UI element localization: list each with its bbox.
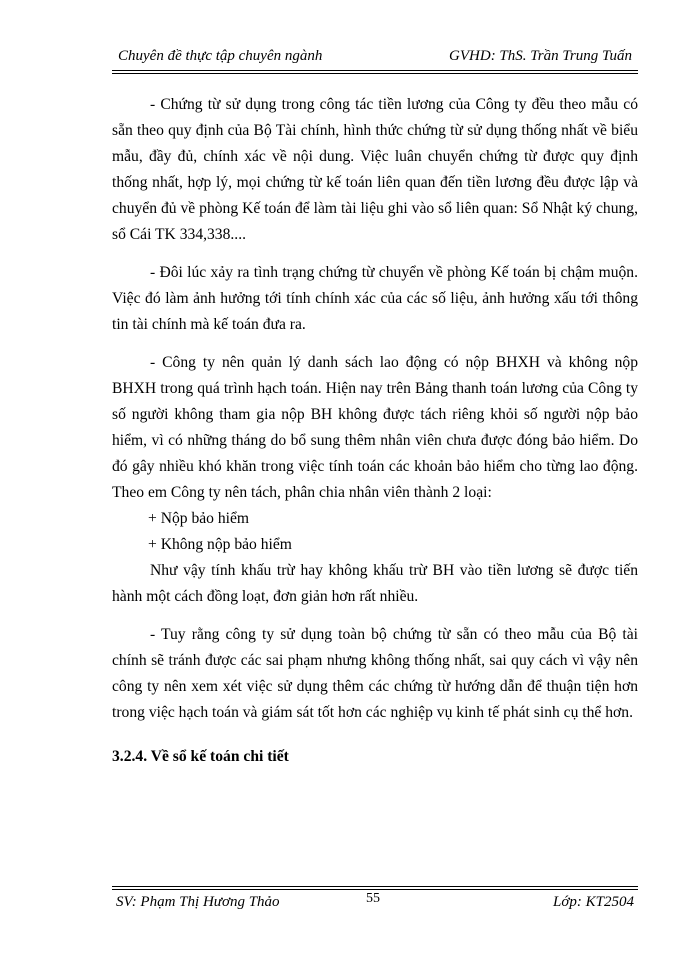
paragraph-insurance: - Công ty nên quản lý danh sách lao động có nộp BHXH và không nộp BHXH trong quá trình hạch toán. Hiện nay trên Bảng thanh toán lương của Công ty số người không tham gia nộp BH không được tách riêng khỏi số người nộp bảo hiểm, vì có những tháng do bổ sung thêm nhân viên chưa được đóng bảo hiểm. Do đó gây nhiều khó khăn trong việc tính toán các khoản bảo hiểm cho từng lao động. Theo em Công ty nên tách, phân chia nhân viên thành 2 loại: — [112, 354, 638, 501]
footer-class: Lớp: KT2504 — [553, 894, 634, 910]
paragraph-documents: - Chứng từ sử dụng trong công tác tiền lương của Công ty đều theo mẫu có sẵn theo quy định của Bộ Tài chính, hình thức chứng từ sử dụng thống nhất về biểu mẫu, đầy đủ, chính xác về nội dung. Việc luân chuyển chứng từ được quy định thống nhất, hợp lý, mọi chứng từ kế toán liên quan đến tiền lương đều được lập và chuyển đủ về phòng Kế toán để làm tài liệu ghi vào sổ liên quan: Sổ Nhật ký chung, sổ Cái TK 334,338.... — [112, 96, 638, 243]
page-content — [112, 92, 638, 770]
paragraph-delays: - Đôi lúc xảy ra tình trạng chứng từ chuyển về phòng Kế toán bị chậm muộn. Việc đó làm ảnh hưởng tới tính chính xác của các số liệu, ảnh hưởng xấu tới thông tin tài chính mà kế toán đưa ra. — [112, 264, 638, 333]
footer-rule-bottom — [112, 889, 638, 890]
header-rule-bottom — [112, 73, 638, 74]
paragraph-deduction: Như vậy tính khấu trừ hay không khấu trừ BH vào tiền lương sẽ được tiến hành một cách đồng loạt, đơn giản hơn rất nhiều. — [112, 562, 638, 605]
section-heading: 3.2.4. Về sổ kế toán chi tiết — [112, 748, 289, 765]
header-advisor: GVHD: ThS. Trần Trung Tuấn — [449, 48, 632, 64]
page-number: 55 — [366, 891, 380, 906]
header-course-title: Chuyên đề thực tập chuyên ngành — [118, 48, 323, 64]
footer-student: SV: Phạm Thị Hương Thảo — [116, 894, 280, 910]
footer-rule-top — [112, 886, 638, 887]
paragraph-templates: - Tuy rằng công ty sử dụng toàn bộ chứng từ sẵn có theo mẫu của Bộ tài chính sẽ tránh được các sai phạm nhưng không thống nhất, sai quy cách vì vậy nên công ty nên xem xét việc sử dụng thêm các chứng từ hướng dẫn để thuận tiện hơn trong việc hạch toán và giám sát tốt hơn các nghiệp vụ kinh tế phát sinh cụ thể hơn. — [112, 626, 638, 721]
list-item-insured: + Nộp bảo hiểm — [148, 510, 250, 527]
list-item-uninsured: + Không nộp bảo hiểm — [148, 536, 292, 553]
page-header — [112, 44, 638, 70]
header-rule-top — [112, 70, 638, 71]
